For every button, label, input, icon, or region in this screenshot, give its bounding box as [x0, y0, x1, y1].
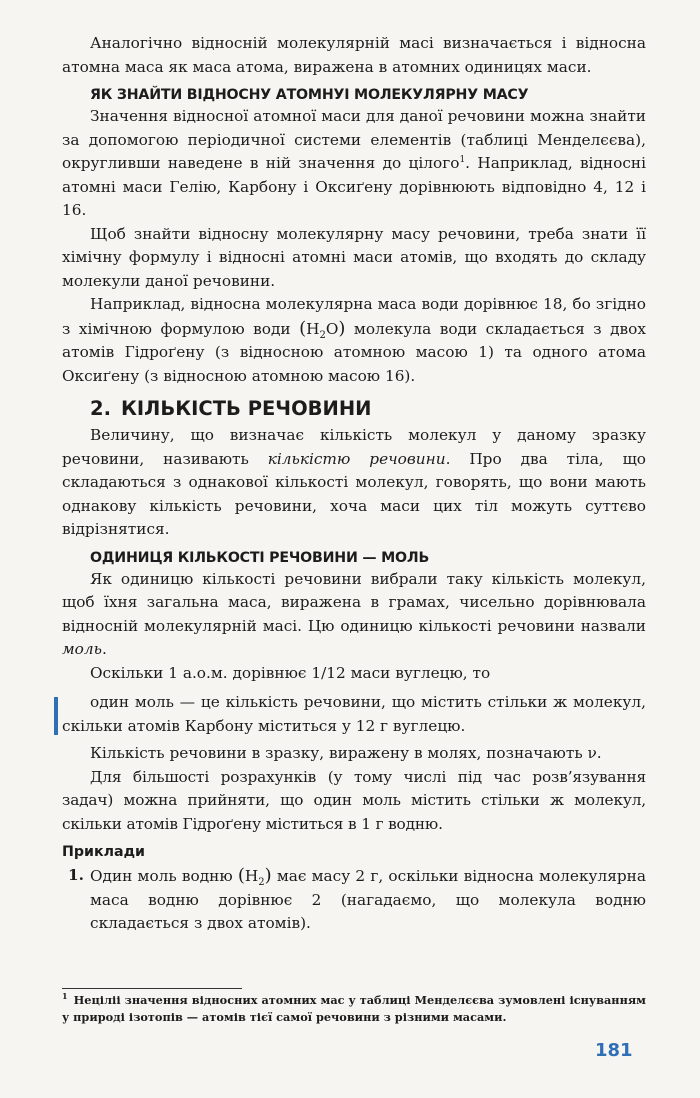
example-formula-h: H — [244, 867, 259, 885]
section-heading-amount — [90, 396, 646, 422]
section-title: КІЛЬКІСТЬ РЕЧОВИНИ — [120, 397, 372, 420]
mole-text-b: . — [101, 640, 107, 658]
page-number: 181 — [595, 1040, 633, 1061]
footnote-divider — [62, 988, 242, 989]
intro-paragraph: Аналогічно відносній молекулярній масі визначається і відносна атомна маса як маса атома, виражена в атомних одиницях маси. — [62, 34, 646, 76]
formula-h-subscript: 2 — [319, 329, 326, 341]
footnote-text: Неціліі значення відносних атомних мас у таблиці Менделєєва зумовлені існуванням у природі ізотопів — атомів тієї самої речовини з різними масами. — [62, 993, 646, 1024]
subheading-find-mass: ЯК ЗНАЙТИ ВІДНОСНУ АТОМНУІ МОЛЕКУЛЯРНУ МАСУ — [90, 87, 529, 103]
amount-text-a: Величину, що визначає кількість молекул у даному зразку речовини, називають — [62, 426, 646, 468]
paragraph-nu-symbol: Кількість речовини в зразку, виражену в молях, позначають ν. — [90, 744, 602, 762]
example-text-b: має масу 2 г, оскільки відносна молекулярна маса водню дорівнює 2 (нагадаємо, що молекула водню складається з двох атомів). — [90, 867, 646, 932]
paragraph-mole-unit — [62, 568, 646, 662]
formula-h: H — [306, 319, 320, 338]
example-text-a: Один моль водню — [90, 867, 238, 885]
mole-term: моль — [62, 640, 102, 658]
paragraph-find-atomic — [62, 105, 646, 223]
amount-text-b: . Про два тіла, що складаються з однакової кількості молекул, говорять, що вони мають однакову кількість речовини, хоча маси цих тіл можуть суттєво відрізнятися. — [62, 449, 647, 538]
paragraph-find-molecular: Щоб знайти відносну молекулярну масу речовини, треба знати її хімічну формулу і відносні атомні маси атомів, що входять до складу молекули даної речовини. — [62, 224, 646, 290]
mole-definition-text: один моль — це кількість речовини, що містить стільки ж молекул, скільки атомів Карбону міститься у 12 г вуглецю. — [62, 693, 646, 735]
water-text-b: молекула води складається з двох атомів Гідроґену (з відносною атомною масою 1) та одного атома Оксиґену (з відносною атомною масою 16). — [62, 319, 646, 385]
paragraph-find-atomic-text-b: . Наприклад, відносні атомні маси Гелію, Карбону і Оксиґену дорівнюють відповідно 4, 12 і 16. — [62, 154, 646, 219]
amount-term: кількістю речовини — [267, 449, 446, 468]
footnote-mark: 1 — [62, 991, 68, 1002]
footnote — [62, 992, 646, 1026]
example-text: Один моль водню $(H_2)$ має масу 2 г, оскільки відносна молекулярна маса водню дорівнює 2 (нагадаємо, що молекула водню складається з двох атомів). — [90, 865, 646, 932]
example-number: 1. — [68, 866, 84, 884]
paragraph-water-example: Наприклад, відносна молекулярна маса води дорівнює 18, бо згідно з хімічною формулою води $(H_2O)$ молекула води складається з двох атомів Гідроґену (з відносною атомною масою 1) та одного атома Оксиґену (з відносною атомною масою 16). — [62, 295, 646, 385]
paragraph-amount-definition — [62, 424, 646, 542]
mole-text-a: Як одиницю кількості речовини вибрали таку кількість молекул, щоб їхня загальна маса, виражена в грамах, чисельно дорівнювала відносній молекулярній масі. Цю одиницю кількості речовини назвали — [62, 569, 646, 635]
paragraph-find-atomic-text-a: Значення відносної атомної маси для даної речовини можна знайти за допомогою періодичної системи елементів (таблиці Менделєєва), округливши наведене в ній значення до цілого — [62, 107, 646, 172]
water-text-a: Наприклад, відносна молекулярна маса води дорівнює 18, бо згідно з хімічною формулою води — [62, 295, 646, 338]
example-item — [62, 864, 646, 936]
examples-heading: Приклади — [62, 844, 145, 860]
formula-o: O — [325, 319, 339, 338]
paragraph-calculations: Для більшості розрахунків (у тому числі під час розв’язування задач) можна прийняти, що один моль містить стільки ж молекул, скільки атомів Гідроґену міститься в 1 г водню. — [62, 767, 646, 833]
footnote-reference: 1 — [459, 154, 466, 165]
mole-definition-box — [62, 691, 646, 738]
example-formula-subscript: 2 — [258, 877, 265, 889]
definition-accent-bar — [54, 697, 58, 735]
paragraph-amu: Оскільки 1 а.о.м. дорівнює 1/12 маси вуглецю, то — [90, 663, 491, 682]
main-column — [62, 32, 646, 936]
section-number: 2. — [90, 397, 111, 420]
subheading-mole: ОДИНИЦЯ КІЛЬКОСТІ РЕЧОВИНИ — МОЛЬ — [90, 549, 430, 566]
